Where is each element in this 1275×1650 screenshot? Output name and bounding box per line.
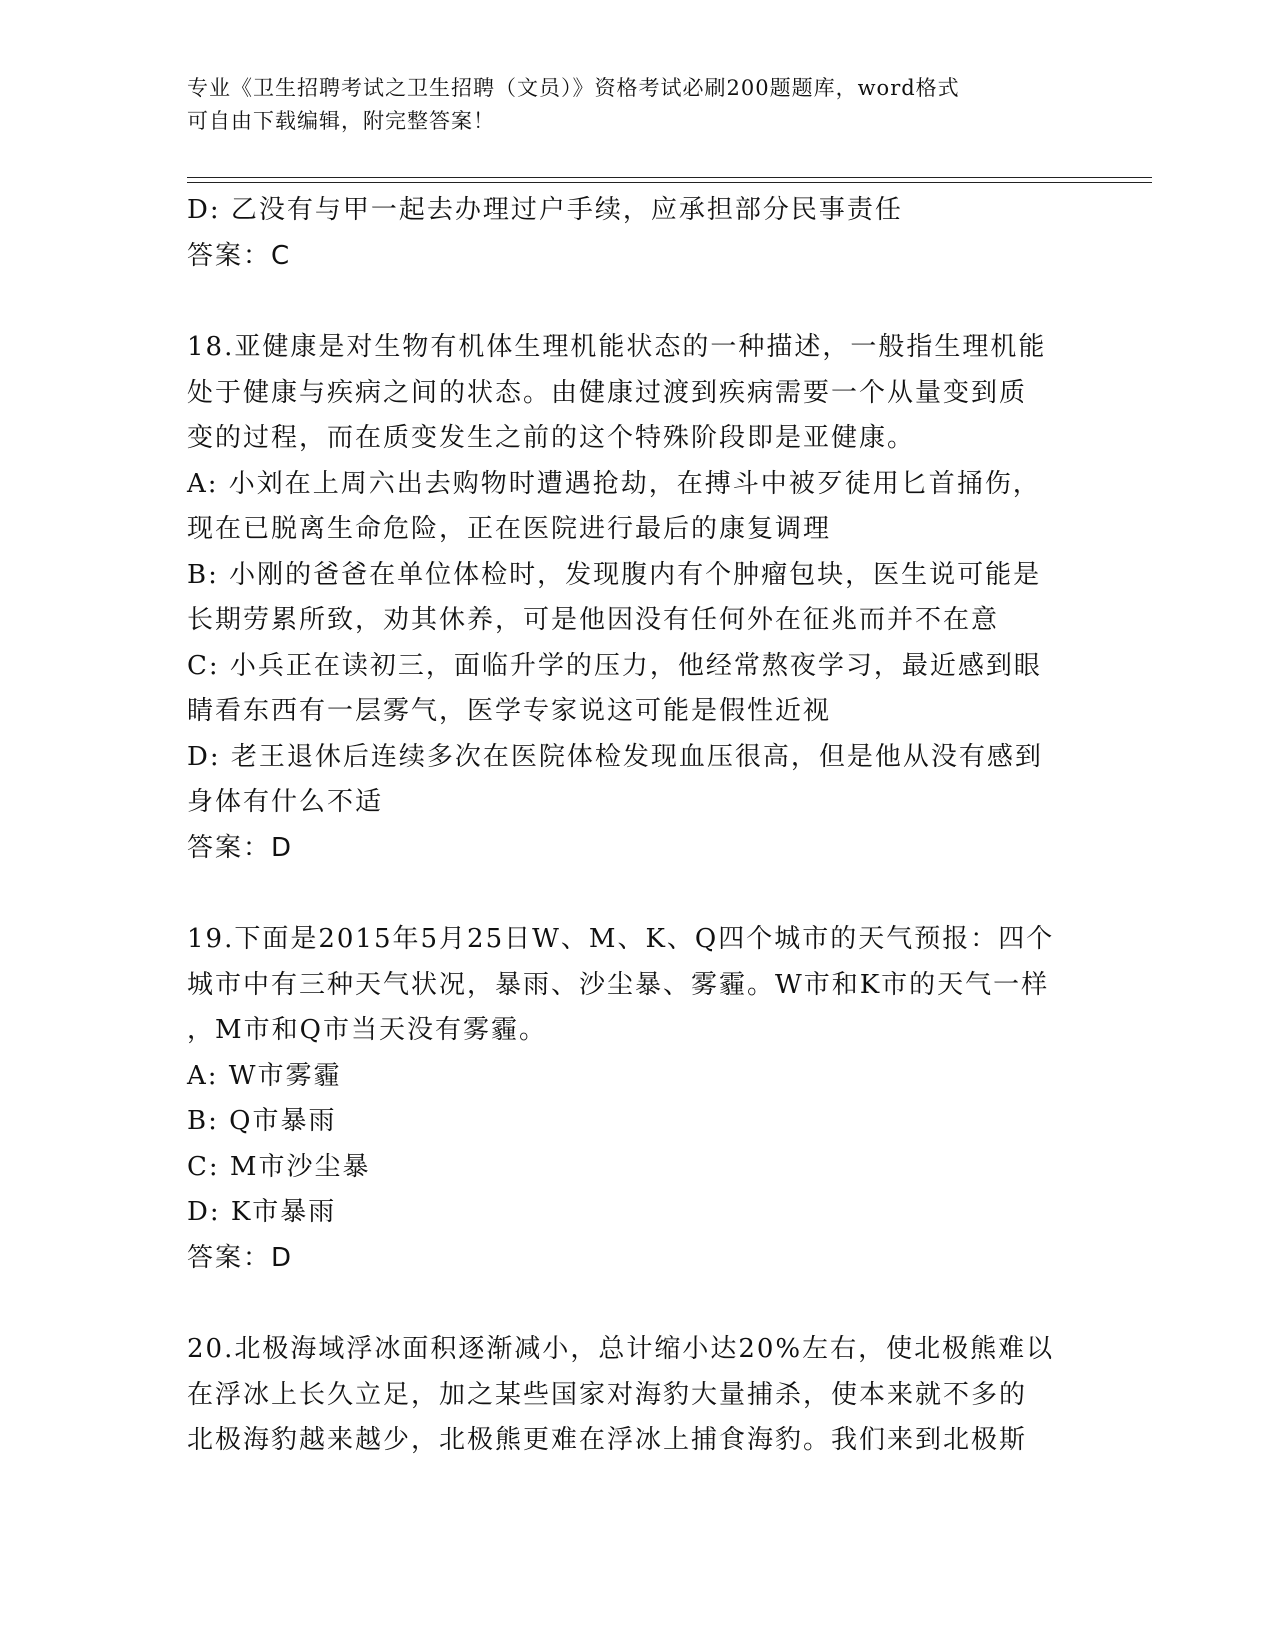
previous-question [187, 188, 1077, 279]
question-stem-line: ，M市和Q市当天没有雾霾。 [187, 1015, 547, 1045]
question-stem-line: 北极海豹越来越少，北极熊更难在浮冰上捕食海豹。我们来到北极斯 [187, 1425, 1028, 1455]
answer: 答案：C [187, 240, 292, 271]
question-content [187, 188, 1077, 1464]
option-b-cont: 长期劳累所致，劝其休养，可是他因没有任何外在征兆而并不在意 [187, 605, 1000, 635]
option-b: B: 小刚的爸爸在单位体检时，发现腹内有个肿瘤包块，医生说可能是 [187, 559, 1042, 590]
question-stem-line: 变的过程，而在质变发生之前的这个特殊阶段即是亚健康。 [187, 423, 916, 453]
option-a-cont: 现在已脱离生命危险，正在医院进行最后的康复调理 [187, 514, 832, 544]
option-c: C: 小兵正在读初三，面临升学的压力，他经常熬夜学习，最近感到眼 [187, 650, 1042, 681]
question-18 [187, 325, 1077, 871]
header-rule-top [187, 177, 1152, 178]
option-d: D: 老王退休后连续多次在医院体检发现血压很高，但是他从没有感到 [187, 741, 1043, 772]
question-stem-line: 18.亚健康是对生物有机体生理机能状态的一种描述，一般指生理机能 [187, 332, 1047, 362]
question-20 [187, 1327, 1077, 1464]
question-stem-line: 在浮冰上长久立足，加之某些国家对海豹大量捕杀，使本来就不多的 [187, 1379, 1028, 1410]
option-d: D: 乙没有与甲一起去办理过户手续，应承担部分民事责任 [187, 195, 903, 225]
question-stem-line: 20.北极海域浮冰面积逐渐减小，总计缩小达20%左右，使北极熊难以 [187, 1334, 1055, 1364]
header-rule-bottom [187, 182, 1152, 183]
document-header [187, 72, 1087, 138]
answer: 答案：D [187, 832, 294, 863]
question-stem-line: 19.下面是2015年5月25日W、M、K、Q四个城市的天气预报：四个 [187, 924, 1055, 954]
question-stem-line: 处于健康与疾病之间的状态。由健康过渡到疾病需要一个从量变到质 [187, 377, 1028, 408]
option-a: A: 小刘在上周六出去购物时遭遇抢劫，在搏斗中被歹徒用匕首捅伤， [187, 468, 1041, 499]
answer: 答案：D [187, 1242, 294, 1273]
option-d: D: K市暴雨 [187, 1197, 337, 1227]
header-line-2: 可自由下载编辑，附完整答案！ [187, 109, 495, 133]
option-c: C: M市沙尘暴 [187, 1151, 371, 1182]
option-a: A: W市雾霾 [187, 1060, 342, 1091]
option-c-cont: 睛看东西有一层雾气，医学专家说这可能是假性近视 [187, 696, 832, 726]
question-19 [187, 917, 1077, 1281]
question-stem-line: 城市中有三种天气状况，暴雨、沙尘暴、雾霾。W市和K市的天气一样 [187, 969, 1050, 1000]
option-b: B: Q市暴雨 [187, 1106, 337, 1136]
header-line-1: 专业《卫生招聘考试之卫生招聘（文员）》资格考试必刷200题题库，word格式 [187, 76, 960, 100]
option-d-cont: 身体有什么不适 [187, 787, 384, 817]
